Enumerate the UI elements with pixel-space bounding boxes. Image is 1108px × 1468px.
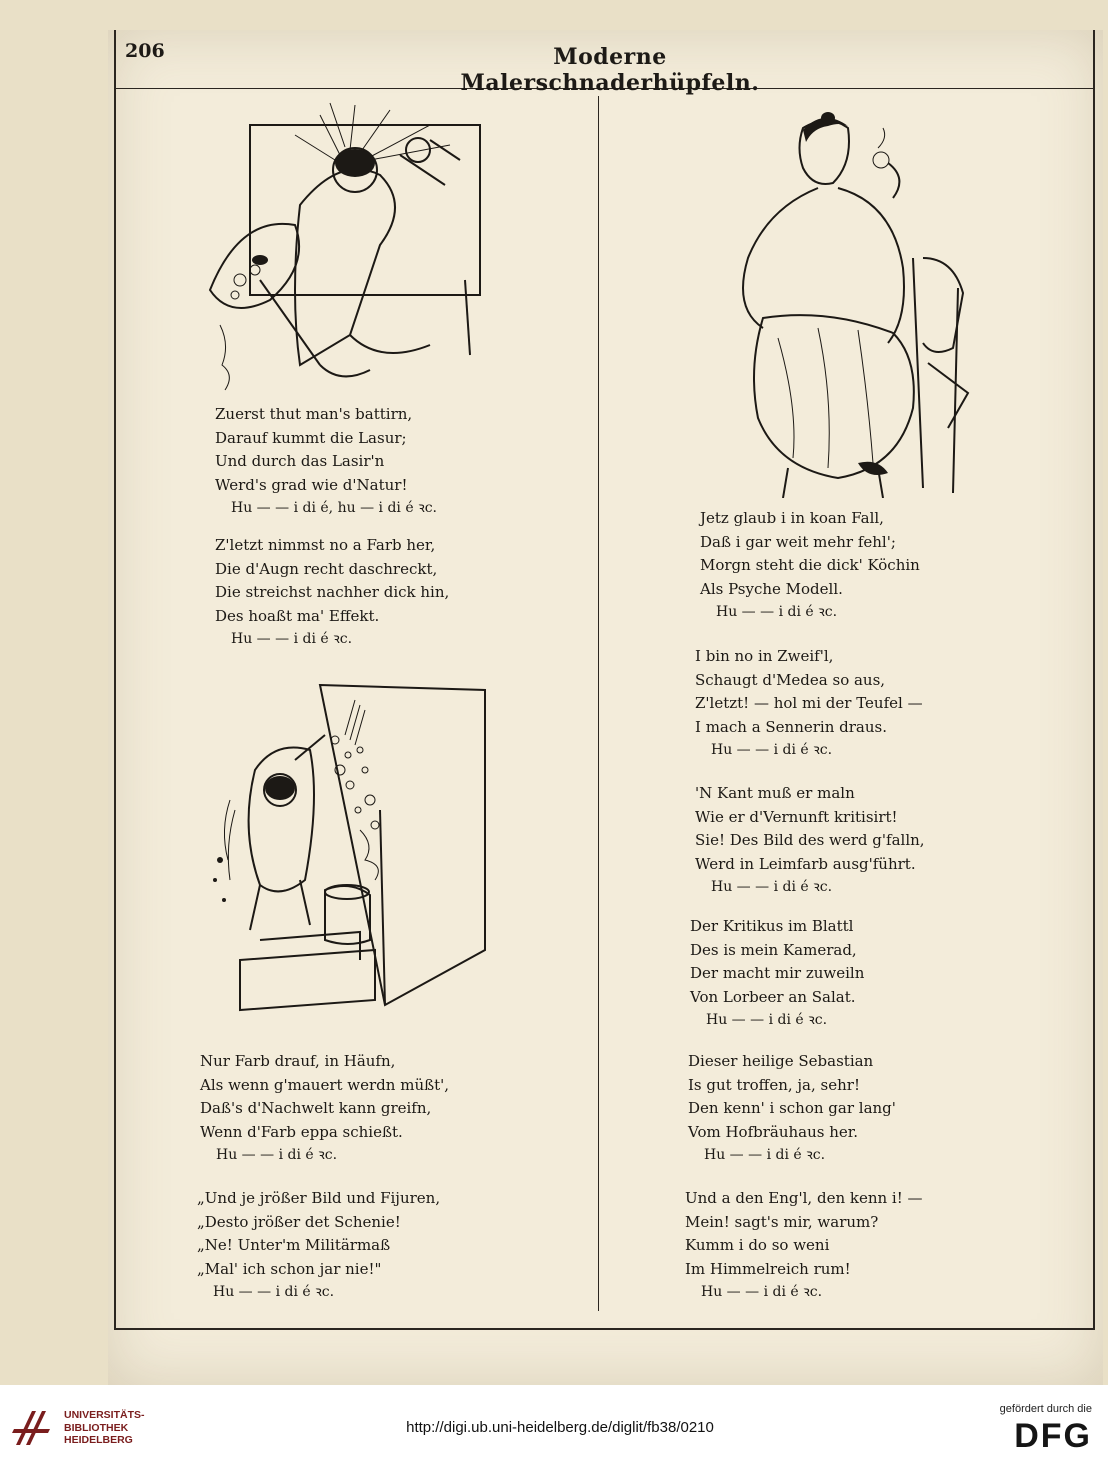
refrain-line: Hu — — i di é, hu — i di é ꝛc. [231, 500, 437, 516]
page-number: 206 [125, 40, 165, 62]
verse-line: Werd in Leimfarb ausg'führt. [695, 854, 916, 873]
verse-line: Is gut troffen, ja, sehr! [688, 1075, 860, 1094]
page-title: Moderne Malerschnaderhüpfeln. [460, 44, 760, 96]
verse-line: Schaugt d'Medea so aus, [695, 670, 886, 689]
refrain-line: Hu — — i di é ꝛc. [704, 1147, 826, 1163]
frame-left-rule [114, 30, 116, 1330]
left-stanza-1 [215, 403, 437, 521]
dfg-logo[interactable]: DFG [1014, 1417, 1092, 1455]
verse-line: Z'letzt nimmst no a Farb her, [215, 536, 436, 554]
verse-line: Daß i gar weit mehr fehl'; [700, 532, 896, 551]
verse-line: Und a den Eng'l, den kenn i! — [685, 1189, 923, 1207]
illustration-painter-impasto [200, 660, 510, 1030]
verse-line: I mach a Sennerin draus. [695, 717, 887, 736]
illustration-cook-model [718, 108, 988, 498]
verse-line: „Desto jrößer det Schenie! [197, 1212, 401, 1231]
viewer-footer [0, 1385, 1108, 1468]
verse-line: Zuerst thut man's battirn, [215, 405, 413, 423]
verse-line: Und durch das Lasir'n [215, 452, 385, 470]
funder-label: gefördert durch die [999, 1403, 1092, 1415]
verse-line: Wenn d'Farb eppa schießt. [200, 1122, 403, 1141]
verse-line: Als wenn g'mauert werdn müßt', [200, 1075, 450, 1094]
right-stanza-5 [688, 1050, 896, 1168]
verse-line: Jetz glaub i in koan Fall, [700, 509, 884, 527]
right-stanza-1 [700, 507, 920, 625]
right-stanza-3 [695, 782, 925, 900]
library-logo[interactable] [12, 1405, 192, 1451]
frame-bottom-rule [114, 1328, 1094, 1330]
verse-line: Von Lorbeer an Salat. [690, 987, 856, 1006]
verse-line: Wie er d'Vernunft kritisirt! [695, 807, 898, 826]
verse-line: Sie! Des Bild des werd g'falln, [695, 831, 925, 849]
left-stanza-4 [197, 1187, 440, 1305]
refrain-line: Hu — — i di é ꝛc. [706, 1012, 828, 1028]
illustration-painter-battirn [200, 95, 530, 395]
refrain-line: Hu — — i di é ꝛc. [701, 1284, 823, 1300]
verse-line: Morgn steht die dick' Köchin [700, 556, 920, 574]
verse-line: Werd's grad wie d'Natur! [215, 475, 408, 494]
right-stanza-2 [695, 645, 923, 763]
verse-line: Die d'Augn recht daschreckt, [215, 559, 438, 578]
verse-line: Der Kritikus im Blattl [690, 917, 854, 935]
right-stanza-4 [690, 915, 864, 1033]
verse-line: „Ne! Unter'm Militärmaß [197, 1236, 391, 1254]
verse-line: Daß's d'Nachwelt kann greifn, [200, 1099, 432, 1117]
verse-line: Des is mein Kamerad, [690, 940, 857, 959]
verse-line: Vom Hofbräuhaus her. [688, 1122, 859, 1141]
refrain-line: Hu — — i di é ꝛc. [716, 604, 838, 620]
verse-line: Nur Farb drauf, in Häufn, [200, 1052, 396, 1070]
refrain-line: Hu — — i di é ꝛc. [711, 879, 833, 895]
verse-line: Die streichst nachher dick hin, [215, 583, 450, 601]
verse-line: Der macht mir zuweiln [690, 964, 865, 982]
refrain-line: Hu — — i di é ꝛc. [711, 742, 833, 758]
left-stanza-2 [215, 534, 449, 652]
refrain-line: Hu — — i di é ꝛc. [231, 631, 353, 647]
verse-line: Des hoaßt ma' Effekt. [215, 606, 380, 625]
right-stanza-6 [685, 1187, 923, 1305]
verse-line: Als Psyche Modell. [700, 579, 843, 598]
verse-line: „Und je jrößer Bild und Fijuren, [197, 1189, 441, 1207]
verse-line: Z'letzt! — hol mi der Teufel — [695, 694, 923, 712]
verse-line: „Mal' ich schon jar nie!" [197, 1259, 382, 1278]
verse-line: Kumm i do so weni [685, 1236, 830, 1254]
verse-line: Mein! sagt's mir, warum? [685, 1212, 879, 1231]
verse-line: 'N Kant muß er maln [695, 784, 855, 802]
frame-right-rule [1093, 30, 1095, 1330]
permalink-url[interactable]: http://digi.ub.uni-heidelberg.de/diglit/fb38/0210 [406, 1419, 714, 1436]
verse-line: I bin no in Zweif'l, [695, 647, 834, 665]
left-stanza-3 [200, 1050, 449, 1168]
library-emblem-icon [12, 1405, 54, 1449]
verse-line: Den kenn' i schon gar lang' [688, 1099, 896, 1117]
column-divider [598, 96, 599, 1311]
verse-line: Darauf kummt die Lasur; [215, 428, 407, 447]
refrain-line: Hu — — i di é ꝛc. [213, 1284, 335, 1300]
library-name: UNIVERSITÄTS- BIBLIOTHEK HEIDELBERG [64, 1409, 145, 1446]
verse-line: Im Himmelreich rum! [685, 1259, 851, 1278]
verse-line: Dieser heilige Sebastian [688, 1052, 874, 1070]
refrain-line: Hu — — i di é ꝛc. [216, 1147, 338, 1163]
